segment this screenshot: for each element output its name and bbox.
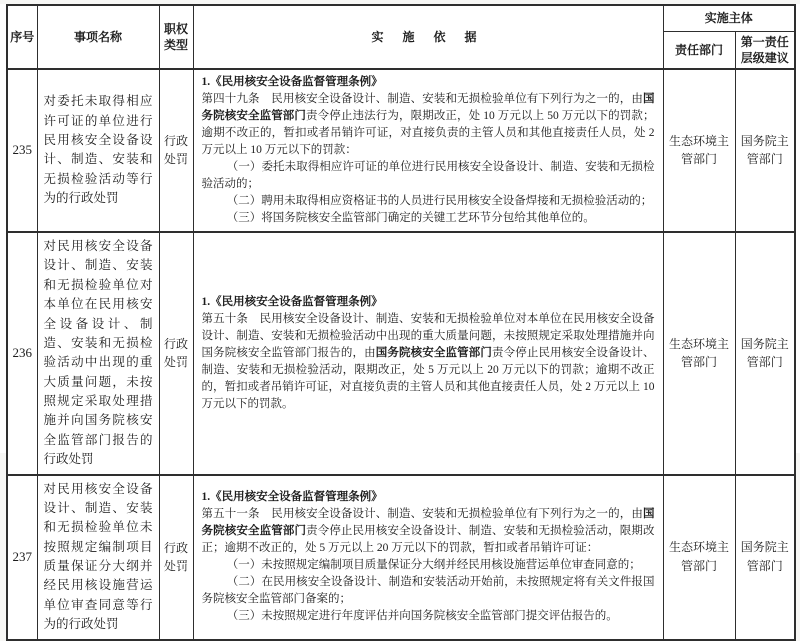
basis-text-bold: 国务院核安全监管部门 [375, 346, 492, 359]
header-serial-number: 序号 [7, 5, 37, 69]
responsibility-level-cell: 国务院主管部门 [735, 475, 795, 640]
implementation-basis-cell [193, 475, 663, 640]
header-first-responsibility-level: 第一责任层级建议 [735, 31, 795, 69]
basis-text: （一）未按照规定编制项目质量保证分大纲并经民用核设施营运单位审查同意的； [226, 559, 641, 572]
document-page [0, 4, 800, 632]
power-type-cell: 行政处罚 [159, 232, 193, 475]
basis-paragraph [202, 311, 655, 413]
basis-paragraph [202, 608, 655, 625]
basis-paragraph [202, 294, 655, 311]
item-name-cell: 对委托未取得相应许可证的单位进行民用核安全设备设计、制造、安装和无损检验活动等行为的行政处罚 [37, 69, 159, 232]
basis-text: 第五十条 民用核安全设备设计、制造、安装和无损检验单位对本单位在民用核安全设备设计、制造、安装和无损检验活动中出现的重大质量问题，未按照规定采取处理措施并向国务院核安全监管部门报告的，由 [201, 312, 655, 359]
basis-text: （一）委托未取得相应许可证的单位进行民用核安全设备设计、制造、安装和无损检验活动的； [201, 160, 655, 190]
basis-paragraph [202, 159, 655, 193]
serial-number-cell: 237 [7, 475, 37, 640]
basis-text-bold: 1.《民用核安全设备监督管理条例》 [201, 75, 383, 88]
basis-paragraph [202, 506, 655, 557]
basis-text-bold: 1.《民用核安全设备监督管理条例》 [201, 295, 383, 308]
power-type-cell: 行政处罚 [159, 475, 193, 640]
power-list-table [6, 4, 796, 641]
table-row [7, 475, 795, 640]
responsible-department-cell: 生态环境主管部门 [663, 475, 735, 640]
basis-text: （三）未按照规定进行年度评估并向国务院核安全监管部门提交评估报告的。 [226, 610, 618, 623]
basis-paragraph [202, 210, 655, 227]
basis-paragraph [202, 74, 655, 91]
basis-paragraph [202, 489, 655, 506]
table-row [7, 69, 795, 232]
basis-text: 责令停止民用核安全设备设计、制造、安装和无损检验活动，限期改正；逾期不改正的，处 5 万元以上 20 万元以下的罚款，暂扣或者吊销许可证： [201, 524, 655, 554]
basis-text: （二）聘用未取得相应资格证书的人员进行民用核安全设备焊接和无损检验活动的； [226, 194, 653, 207]
power-type-cell: 行政处罚 [159, 69, 193, 232]
responsibility-level-cell: 国务院主管部门 [735, 69, 795, 232]
serial-number-cell: 236 [7, 232, 37, 475]
basis-paragraph [202, 91, 655, 159]
serial-number-cell: 235 [7, 69, 37, 232]
basis-text-bold: 国务院核安全监管部门 [201, 507, 655, 537]
header-implementation-subject: 实施主体 [663, 5, 795, 31]
basis-text: 责令停止民用核安全设备设计、制造、安装和无损检验活动，限期改正，处 5 万元以上 20 万元以下的罚款；逾期不改正的，暂扣或者吊销许可证，对直接负责的主管人员和其他直接责任人员，处 2 万元以上 10 万元以下的罚款。 [201, 346, 655, 410]
basis-text: （三）将国务院核安全监管部门确定的关键工艺环节分包给其他单位的。 [226, 212, 595, 224]
basis-text-bold: 1.《民用核安全设备监督管理条例》 [201, 490, 383, 503]
implementation-basis-cell [193, 232, 663, 475]
item-name-cell: 对民用核安全设备设计、制造、安装和无损检验单位未按照规定编制项目质量保证分大纲并经民用核设施营运单位审查同意等行为的行政处罚 [37, 475, 159, 640]
table-body [7, 69, 795, 640]
basis-text-bold: 国务院核安全监管部门 [201, 92, 655, 122]
implementation-basis-cell [193, 69, 663, 232]
basis-paragraph [202, 574, 655, 608]
basis-paragraph [202, 557, 655, 574]
basis-text: 第五十一条 民用核安全设备设计、制造、安装和无损检验单位有下列行为之一的，由 [201, 507, 643, 520]
responsible-department-cell: 生态环境主管部门 [663, 232, 735, 475]
header-power-type: 职权类型 [159, 5, 193, 69]
header-implementation-basis: 实 施 依 据 [193, 5, 663, 69]
item-name-cell: 对民用核安全设备设计、制造、安装和无损检验单位对本单位在民用核安全设备设计、制造、安装和无损检验活动中出现的重大质量问题，未按照规定采取处理措施并向国务院核安全监管部门报告的行政处罚 [37, 232, 159, 475]
basis-text: （二）在民用核安全设备设计、制造和安装活动开始前，未按照规定将有关文件报国务院核安全监管部门备案的； [201, 576, 655, 606]
basis-text: 第四十九条 民用核安全设备设计、制造、安装和无损检验单位有下列行为之一的，由 [201, 92, 643, 105]
basis-text: 责令停止违法行为，限期改正，处 10 万元以上 50 万元以下的罚款；逾期不改正的，暂扣或者吊销许可证，对直接负责的主管人员和其他直接责任人员，处 2 万元以上 10 万元以下的罚款： [201, 109, 655, 156]
responsibility-level-cell: 国务院主管部门 [735, 232, 795, 475]
table-row [7, 232, 795, 475]
table-header [7, 5, 795, 69]
header-item-name: 事项名称 [37, 5, 159, 69]
basis-paragraph [202, 193, 655, 210]
responsible-department-cell: 生态环境主管部门 [663, 69, 735, 232]
header-responsible-department: 责任部门 [663, 31, 735, 69]
